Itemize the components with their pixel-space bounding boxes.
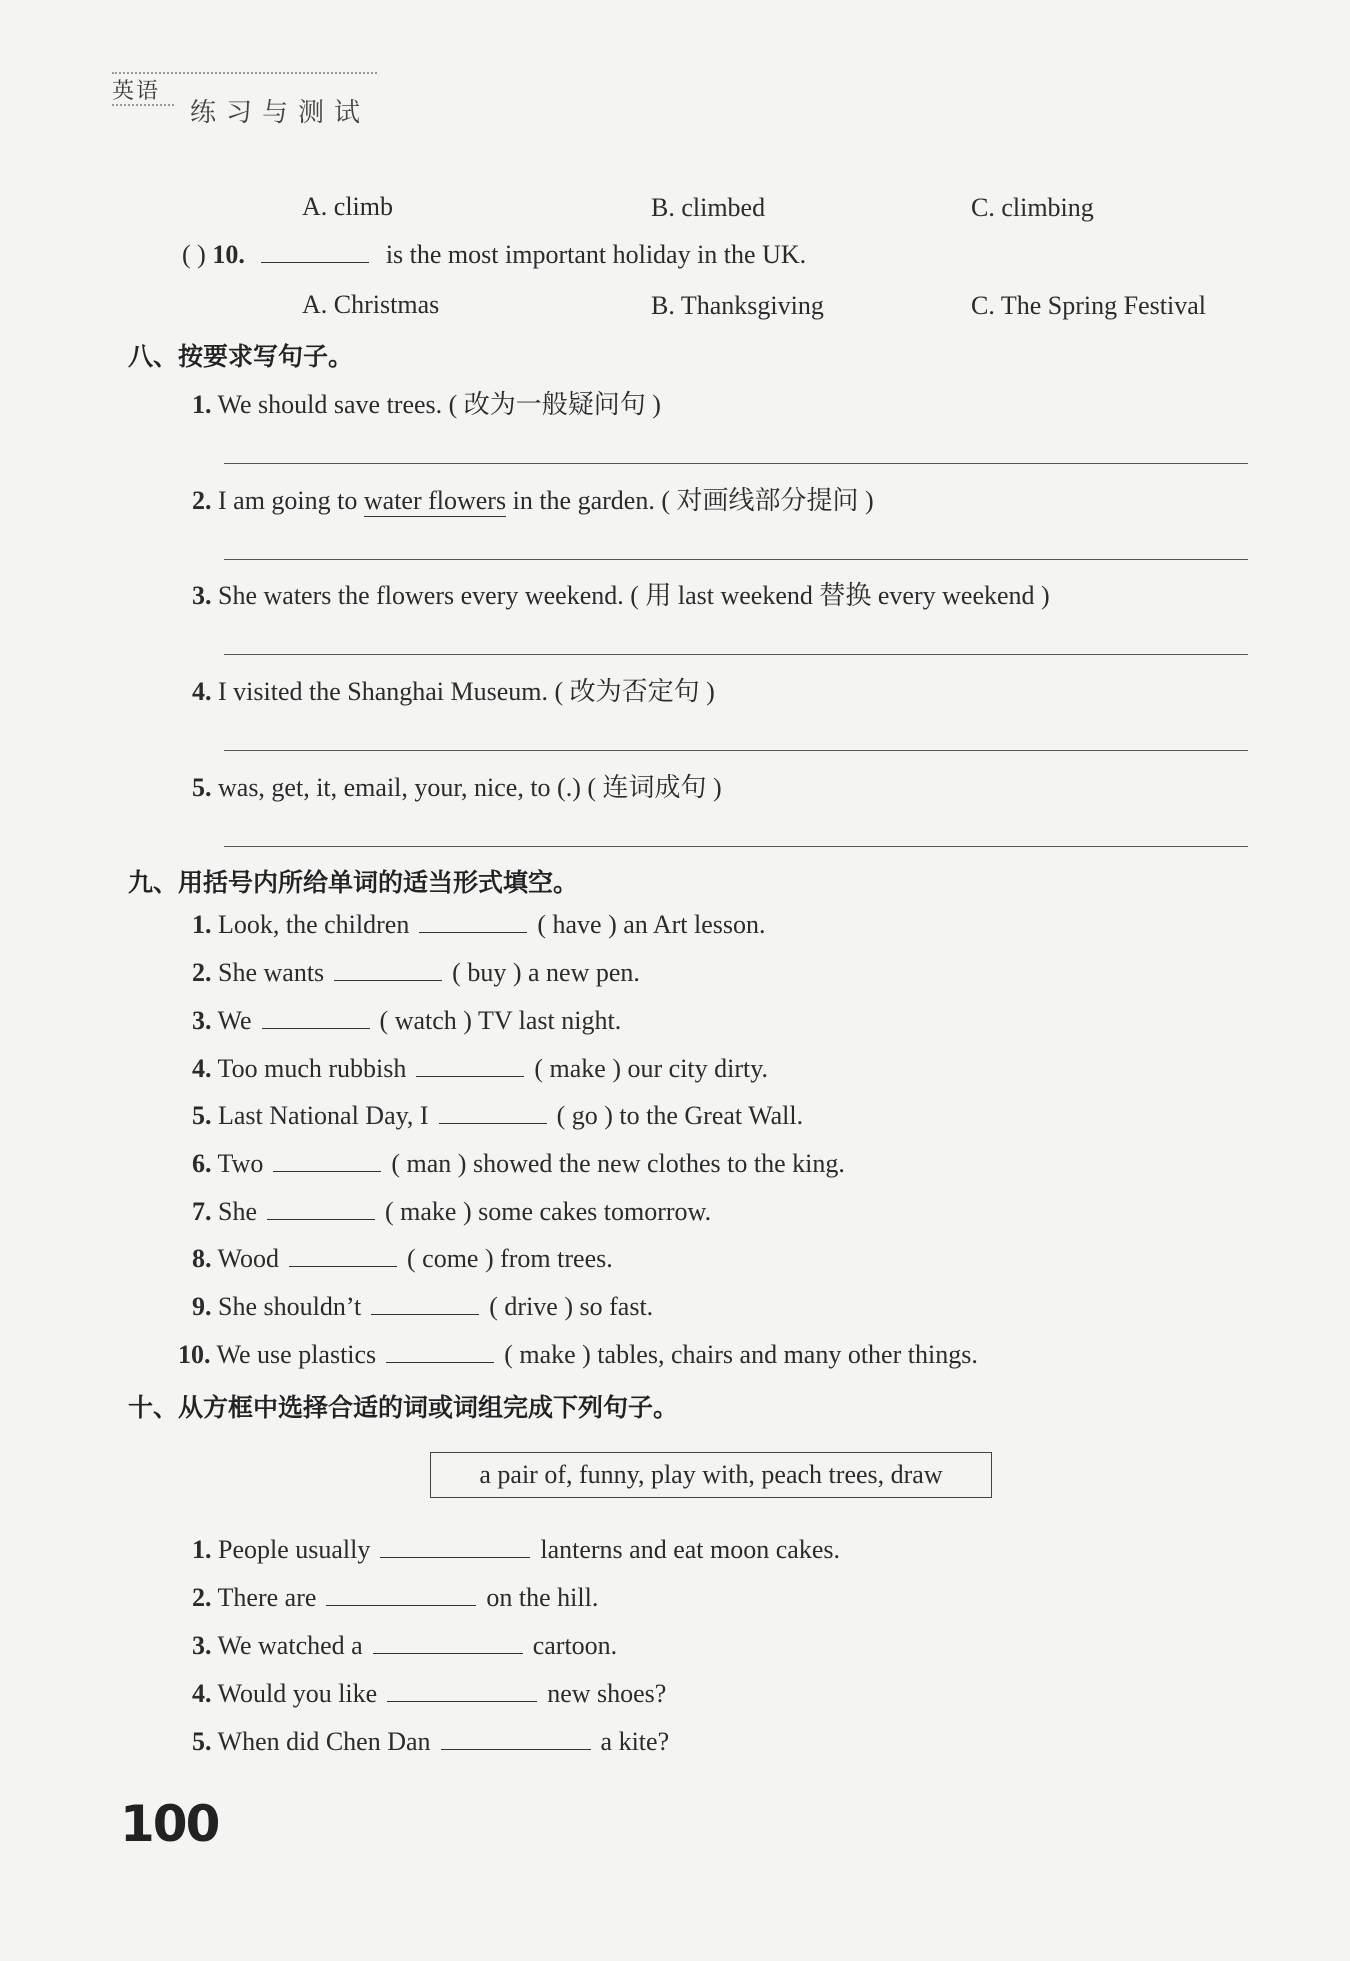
s9-item-9-blank[interactable] <box>371 1313 479 1315</box>
s9-item-2-blank[interactable] <box>334 979 442 981</box>
s9-item-8 <box>192 1244 613 1274</box>
s9-item-7 <box>192 1197 711 1227</box>
s9-item-8-post: ( come ) from trees. <box>407 1244 613 1273</box>
s9-item-1-post: ( have ) an Art lesson. <box>537 910 766 939</box>
s8-item-3-number: 3. <box>192 581 212 610</box>
s8-item-2-number: 2. <box>192 486 212 515</box>
q10-option-a: A. Christmas <box>302 290 440 319</box>
s9-item-7-number: 7. <box>192 1197 212 1226</box>
s9-item-10-number: 10. <box>178 1340 211 1369</box>
s9-item-9 <box>192 1292 653 1322</box>
s9-item-6-pre: Two <box>217 1149 264 1178</box>
s10-item-4-pre: Would you like <box>217 1679 378 1708</box>
s9-item-5-number: 5. <box>192 1101 212 1130</box>
s9-item-6-number: 6. <box>192 1149 212 1178</box>
q9-option-b: B. climbed <box>651 193 766 222</box>
s9-item-3-pre: We <box>217 1006 252 1035</box>
q10-paren: ( ) <box>182 240 206 269</box>
s9-item-1-number: 1. <box>192 910 212 939</box>
s10-item-3-pre: We watched a <box>217 1631 363 1660</box>
s8-item-4-text: I visited the Shanghai Museum. ( 改为否定句 ) <box>218 677 715 706</box>
s8-item-2-underlined: water flowers <box>363 486 507 515</box>
s9-item-5-pre: Last National Day, I <box>218 1101 429 1130</box>
s9-item-4-pre: Too much rubbish <box>217 1054 407 1083</box>
q10-number: 10. <box>212 240 245 269</box>
s10-item-2-post: on the hill. <box>486 1583 599 1612</box>
s9-item-3-blank[interactable] <box>262 1027 370 1029</box>
word-box: a pair of, funny, play with, peach trees, draw <box>430 1452 992 1498</box>
s10-item-4-post: new shoes? <box>547 1679 667 1708</box>
s8-item-2 <box>192 480 874 517</box>
s9-item-2-number: 2. <box>192 958 212 987</box>
s8-answer-line-1[interactable] <box>224 463 1248 464</box>
s10-item-5-blank[interactable] <box>441 1748 591 1750</box>
s8-item-5-number: 5. <box>192 773 212 802</box>
q10-blank[interactable] <box>261 261 369 263</box>
s10-item-3-post: cartoon. <box>532 1631 618 1660</box>
s8-answer-line-4[interactable] <box>224 750 1248 751</box>
s8-answer-line-5[interactable] <box>224 846 1248 847</box>
s9-item-2-post: ( buy ) a new pen. <box>452 958 640 987</box>
s8-item-1-text: We should save trees. ( 改为一般疑问句 ) <box>217 390 661 419</box>
section10-heading: 十、从方框中选择合适的词或词组完成下列句子。 <box>128 1393 679 1422</box>
s10-item-1-number: 1. <box>192 1535 212 1564</box>
q10-option-c: C. The Spring Festival <box>971 291 1206 320</box>
s9-item-6-post: ( man ) showed the new clothes to the king. <box>391 1149 845 1178</box>
s10-item-2-number: 2. <box>192 1583 212 1612</box>
s10-item-2 <box>192 1583 598 1613</box>
s8-answer-line-3[interactable] <box>224 654 1248 655</box>
s10-item-4-number: 4. <box>192 1679 212 1708</box>
header-title: 练习与测试 <box>190 98 371 128</box>
s9-item-8-pre: Wood <box>217 1244 279 1273</box>
s9-item-6 <box>192 1149 845 1179</box>
s10-item-4 <box>192 1679 666 1709</box>
s9-item-7-pre: She <box>218 1197 257 1226</box>
s10-item-1-blank[interactable] <box>380 1556 530 1558</box>
s10-item-5-pre: When did Chen Dan <box>217 1727 431 1756</box>
header-subject: 英语 <box>112 79 161 104</box>
s10-item-5-post: a kite? <box>600 1727 670 1756</box>
section9-heading: 九、用括号内所给单词的适当形式填空。 <box>128 868 579 897</box>
s9-item-3-number: 3. <box>192 1006 212 1035</box>
q9-option-c: C. climbing <box>971 193 1094 222</box>
s9-item-9-post: ( drive ) so fast. <box>489 1292 654 1321</box>
s8-item-4 <box>192 671 715 708</box>
s9-item-10-post: ( make ) tables, chairs and many other things. <box>504 1340 978 1369</box>
s10-item-5-number: 5. <box>192 1727 212 1756</box>
s8-item-5-text: was, get, it, email, your, nice, to (.) ( 连词成句 ) <box>218 773 722 802</box>
s9-item-2 <box>192 958 640 988</box>
s9-item-10 <box>178 1340 978 1370</box>
s10-item-4-blank[interactable] <box>387 1700 537 1702</box>
s9-item-1-blank[interactable] <box>419 931 527 933</box>
s9-item-3 <box>192 1006 621 1036</box>
q10-text: is the most important holiday in the UK. <box>385 240 807 269</box>
s9-item-9-pre: She shouldn’t <box>218 1292 362 1321</box>
s9-item-7-blank[interactable] <box>267 1218 375 1220</box>
s9-item-4 <box>192 1054 768 1084</box>
s8-answer-line-2[interactable] <box>224 559 1248 560</box>
s10-item-2-pre: There are <box>217 1583 317 1612</box>
s10-item-3-number: 3. <box>192 1631 212 1660</box>
q10-option-b: B. Thanksgiving <box>651 291 824 320</box>
s8-item-5 <box>192 767 722 804</box>
s8-item-2-pre: I am going to <box>218 486 358 515</box>
s10-item-2-blank[interactable] <box>326 1604 476 1606</box>
section8-heading: 八、按要求写句子。 <box>128 342 354 371</box>
s10-item-1 <box>192 1535 840 1565</box>
s8-item-1 <box>192 384 661 421</box>
s9-item-5 <box>192 1101 803 1131</box>
s9-item-4-blank[interactable] <box>416 1075 524 1077</box>
s8-item-4-number: 4. <box>192 677 212 706</box>
s10-item-1-pre: People usually <box>218 1535 371 1564</box>
s9-item-1-pre: Look, the children <box>218 910 410 939</box>
s9-item-10-pre: We use plastics <box>216 1340 377 1369</box>
s9-item-10-blank[interactable] <box>386 1361 494 1363</box>
s10-item-5 <box>192 1727 669 1757</box>
page-number: 100 <box>120 1795 219 1853</box>
s9-item-3-post: ( watch ) TV last night. <box>379 1006 622 1035</box>
s9-item-2-pre: She wants <box>218 958 325 987</box>
s10-item-3-blank[interactable] <box>373 1652 523 1654</box>
q10-answer-paren[interactable] <box>182 240 806 270</box>
s8-item-2-post: in the garden. ( 对画线部分提问 ) <box>512 486 874 515</box>
s9-item-5-post: ( go ) to the Great Wall. <box>556 1101 804 1130</box>
s9-item-4-post: ( make ) our city dirty. <box>534 1054 769 1083</box>
s9-item-8-blank[interactable] <box>289 1265 397 1267</box>
s10-item-3 <box>192 1631 617 1661</box>
s10-item-1-post: lanterns and eat moon cakes. <box>540 1535 840 1564</box>
s9-item-8-number: 8. <box>192 1244 212 1273</box>
s8-item-3-text: She waters the flowers every weekend. ( 用 last weekend 替换 every weekend ) <box>218 581 1050 610</box>
s9-item-7-post: ( make ) some cakes tomorrow. <box>385 1197 712 1226</box>
s8-item-1-number: 1. <box>192 390 212 419</box>
header-dotted-rule-short <box>112 104 174 106</box>
s9-item-1 <box>192 910 766 940</box>
s9-item-4-number: 4. <box>192 1054 212 1083</box>
s9-item-5-blank[interactable] <box>439 1122 547 1124</box>
s9-item-6-blank[interactable] <box>273 1170 381 1172</box>
s9-item-9-number: 9. <box>192 1292 212 1321</box>
q9-option-a: A. climb <box>302 192 393 221</box>
s8-item-3 <box>192 575 1050 612</box>
